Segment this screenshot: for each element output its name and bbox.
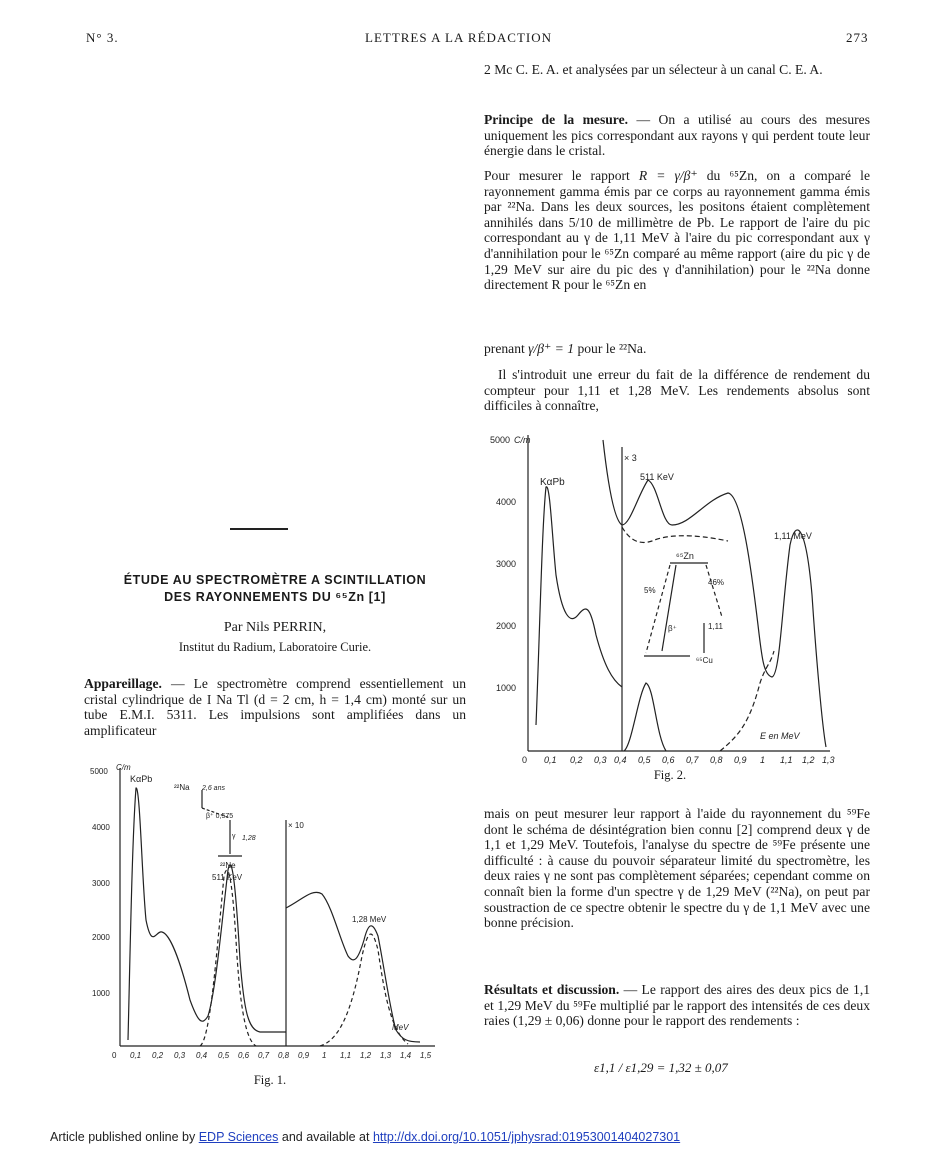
- appareillage-heading: Appareillage.: [84, 676, 162, 691]
- header-section: LETTRES A LA RÉDACTION: [365, 30, 553, 45]
- fig2-x-tick: 0,4: [614, 755, 627, 765]
- fig1-caption: Fig. 1.: [253, 1073, 287, 1087]
- doi-link[interactable]: http://dx.doi.org/10.1051/jphysrad:01953001404027301: [372, 1130, 681, 1144]
- fig1-x-tick: 1,4: [400, 1051, 412, 1060]
- fig2-beta-label: β⁺: [668, 624, 677, 633]
- fig2-x-tick: 0: [522, 755, 528, 765]
- fig2-x-tick: 1: [760, 755, 766, 765]
- fig1-x-tick: 1,1: [340, 1051, 352, 1060]
- fig2-y-tick: 5000: [490, 435, 511, 445]
- fig2-x-tick: 0,6: [662, 755, 675, 765]
- fig1-spectrum-low: [128, 788, 286, 1040]
- resultats-text: Le rapport des aires des deux pics de 1,1 et 1,29 MeV du ⁵⁹Fe multiplié par le rapport des intensités de ces deux raies (1,29 ± 0,06) donne pour le rapport des rendements :: [484, 982, 871, 1029]
- fig2-y-unit: C/m: [514, 435, 531, 445]
- footer-text-2: and available at: [281, 1130, 370, 1144]
- institution: Institut du Radium, Laboratoire Curie.: [178, 640, 372, 654]
- principe-text-2b: du ⁶⁵Zn, on a comparé le rayonnement gamma émis par ce corps au rayonnement gamma émis par ²²Na. Dans les deux sources, les positons étaient complètement annihilés dans 5/10 de millimètre de Pb. Le rapport de l'aire du pic correspondant au γ de 1,11 MeV à l'aire du pic correspondant aux γ d'annihilation pour le ⁶⁵Zn comparé au même rapport (aire du pic γ de 1,29 MeV sur aire du pic des γ d'annihilation) pour le ²²Na donne directement R pour le ⁶⁵Zn en: [484, 168, 870, 293]
- fig1-beta-label: β⁺ 0,575: [206, 813, 234, 820]
- principe-heading: Principe de la mesure.: [484, 112, 629, 127]
- fig1-x-tick: 0,8: [278, 1051, 290, 1060]
- appareillage-text: Le spectromètre comprend essentiellement un cristal cylindrique de I Na Tl (d = 2 cm, h = 1,4 cm) monté sur un tube E.M.I. 5311. Les impulsions sont amplifiées dans un amplificateur: [84, 676, 466, 738]
- fig1-511-dashed: [200, 870, 256, 1046]
- fig1-511-label: 511 KeV: [212, 873, 243, 882]
- principe-text-3b: pour le ²²Na.: [577, 341, 647, 356]
- fig1-x-tick: 0,5: [218, 1051, 230, 1060]
- principe-paragraph-3: [484, 341, 870, 357]
- principe-paragraph: Principe de la mesure. — On a utilisé au cours des mesures uniquement les pics correspondant aux rayons γ qui perdent toute leur énergie dans le cristal.: [484, 112, 870, 159]
- formula-final-right: = 1,32 ± 0,07: [656, 1060, 728, 1075]
- fig1-x-tick: 1,5: [420, 1051, 432, 1060]
- figure-2-chart: [490, 425, 840, 770]
- article-title-line-1: ÉTUDE AU SPECTROMÈTRE A SCINTILLATION: [123, 573, 427, 587]
- fig2-caption: Fig. 2.: [653, 768, 687, 782]
- fig2-x-tick: 0,9: [734, 755, 747, 765]
- fig1-x10-label: × 10: [288, 821, 304, 830]
- fig2-ec-label: 5%: [644, 586, 656, 595]
- header-page-number: 273: [846, 30, 869, 45]
- fig2-beta-arrow: [662, 565, 676, 651]
- fig2-kapb-label: KαPb: [540, 477, 565, 488]
- fig1-y-tick: 1000: [92, 989, 110, 998]
- principe-text-2a: Pour mesurer le rapport: [484, 168, 630, 183]
- fig1-x-tick: 0,1: [130, 1051, 142, 1060]
- resultats-paragraph: Résultats et discussion. — Le rapport des aires des deux pics de 1,1 et 1,29 MeV du ⁵⁹Fe multiplié par le rapport des intensités de ces deux raies (1,29 ± 0,06) donne pour le rapport des rendements :: [484, 982, 871, 1029]
- fig2-emev-label: E en MeV: [760, 731, 800, 741]
- figure-1-chart: [90, 760, 440, 1065]
- fig1-gamma-label: γ: [232, 833, 236, 840]
- fig2-x-tick: 0,1: [544, 755, 557, 765]
- right-intro: 2 Mc C. E. A. et analysées par un sélecteur à un canal C. E. A.: [484, 62, 823, 77]
- fig2-x-tick: 1,1: [780, 755, 793, 765]
- erreur-paragraph: Il s'introduit une erreur du fait de la différence de rendement du compteur pour 1,11 et 1,28 MeV. Les rendements absolus sont difficiles à connaître,: [484, 367, 870, 414]
- principe-text-1: On a utilisé au cours des mesures uniquement les pics correspondant aux rayons γ qui perdent toute leur énergie dans le cristal.: [484, 112, 870, 159]
- fig2-ec2-arrow: [706, 565, 725, 617]
- formula-r: R = γ/β⁺: [638, 168, 698, 183]
- footer-text-1: Article published online by: [50, 1130, 196, 1144]
- fig2-spectrum-low: [536, 487, 622, 725]
- fig2-x-tick: 1,3: [822, 755, 835, 765]
- fig1-x-tick: 1: [322, 1051, 327, 1060]
- formula-ratio-one: γ/β⁺ = 1: [528, 341, 575, 356]
- fig2-y-tick: 1000: [496, 683, 517, 693]
- suite-paragraph: mais on peut mesurer leur rapport à l'aide du rayonnement du ⁵⁹Fe dont le schéma de désintégration bien connu [2] comprend deux γ de 1,1 et 1,29 MeV. Toutefois, l'analyse du spectre de ⁵⁹Fe présente une difficulté : à cause du pouvoir séparateur limité du spectromètre, les deux raies γ ne sont pas complètement séparées; cependant comme on connaît bien la forme d'un spectre γ de 1,29 MeV (²²Na), on peut par soustraction de ce spectre obtenir le spectre du γ de 1,1 MeV avec une bonne précision.: [484, 806, 870, 931]
- section-rule: [230, 528, 288, 530]
- fig2-ec-arrow: [646, 565, 670, 653]
- fig1-ne-label: ²²Ne: [220, 861, 236, 870]
- fig2-zn-label: ⁶⁵Zn: [676, 551, 694, 561]
- fig1-na-label: ²²Na: [174, 783, 190, 792]
- fig1-y-tick: 2000: [92, 933, 110, 942]
- fig2-y-tick: 2000: [496, 621, 517, 631]
- appareillage-paragraph: Appareillage. — Le spectromètre comprend essentiellement un cristal cylindrique de I Na Tl (d = 2 cm, h = 1,4 cm) monté sur un tube E.M.I. 5311. Les impulsions sont amplifiées dans un amplificateur: [84, 676, 466, 738]
- fig1-x-tick: 0,6: [238, 1051, 250, 1060]
- fig2-x-tick: 0,3: [594, 755, 607, 765]
- principe-text-3a: prenant: [484, 341, 525, 356]
- fig1-x-tick: 0,3: [174, 1051, 186, 1060]
- author: Par Nils PERRIN,: [223, 620, 327, 635]
- fig1-mev-label: MeV: [392, 1023, 409, 1032]
- fig1-x-tick: 0,7: [258, 1051, 270, 1060]
- fig2-x-tick: 1,2: [802, 755, 815, 765]
- fig1-x-tick: 0,4: [196, 1051, 208, 1060]
- fig2-peak-dashed: [622, 527, 728, 542]
- fig1-x-tick: 0: [112, 1051, 117, 1060]
- fig2-x-tick: 0,7: [686, 755, 699, 765]
- fig1-x-tick: 1,3: [380, 1051, 392, 1060]
- fig1-x-tick: 1,2: [360, 1051, 372, 1060]
- header-issue: N° 3.: [86, 30, 119, 45]
- fig1-y-tick: 4000: [92, 823, 110, 832]
- fig1-128-label: 1,28 MeV: [352, 915, 387, 924]
- fig1-x-tick: 0,2: [152, 1051, 164, 1060]
- fig2-x-tick: 0,5: [638, 755, 651, 765]
- fig1-x-tick: 0,9: [298, 1051, 310, 1060]
- fig1-na-halflife: 2,6 ans: [202, 785, 225, 792]
- footer: [50, 1130, 680, 1144]
- resultats-heading: Résultats et discussion.: [484, 982, 620, 997]
- article-title: [84, 572, 466, 606]
- fig2-511-label: 511 KeV: [640, 472, 674, 482]
- fig2-511-dashed: [624, 683, 666, 751]
- fig2-y-tick: 4000: [496, 497, 517, 507]
- publisher-link[interactable]: EDP Sciences: [198, 1130, 279, 1144]
- fig2-x-tick: 0,2: [570, 755, 583, 765]
- formula-final: [594, 1060, 728, 1076]
- fig2-gamma-label: 1,11: [708, 622, 723, 631]
- fig1-y-tick: 5000: [90, 767, 108, 776]
- fig2-x3-label: × 3: [624, 453, 637, 463]
- fig2-x-tick: 0,8: [710, 755, 723, 765]
- fig1-y-tick: 3000: [92, 879, 110, 888]
- fig2-111-label: 1,11 MeV: [774, 531, 812, 541]
- formula-final-left: ε1,1 / ε1,29: [594, 1060, 654, 1075]
- principe-paragraph-2: [484, 168, 870, 293]
- fig2-ec2-label: 46%: [708, 578, 725, 587]
- fig1-kapb-label: KαPb: [130, 774, 153, 784]
- fig1-gamma-energy: 1,28: [242, 835, 256, 842]
- fig2-y-tick: 3000: [496, 559, 517, 569]
- article-title-line-2: DES RAYONNEMENTS DU ⁶⁵Zn [1]: [164, 590, 386, 604]
- fig1-y-unit: C/m: [116, 763, 131, 772]
- fig2-cu-label: ⁶⁵Cu: [696, 656, 713, 665]
